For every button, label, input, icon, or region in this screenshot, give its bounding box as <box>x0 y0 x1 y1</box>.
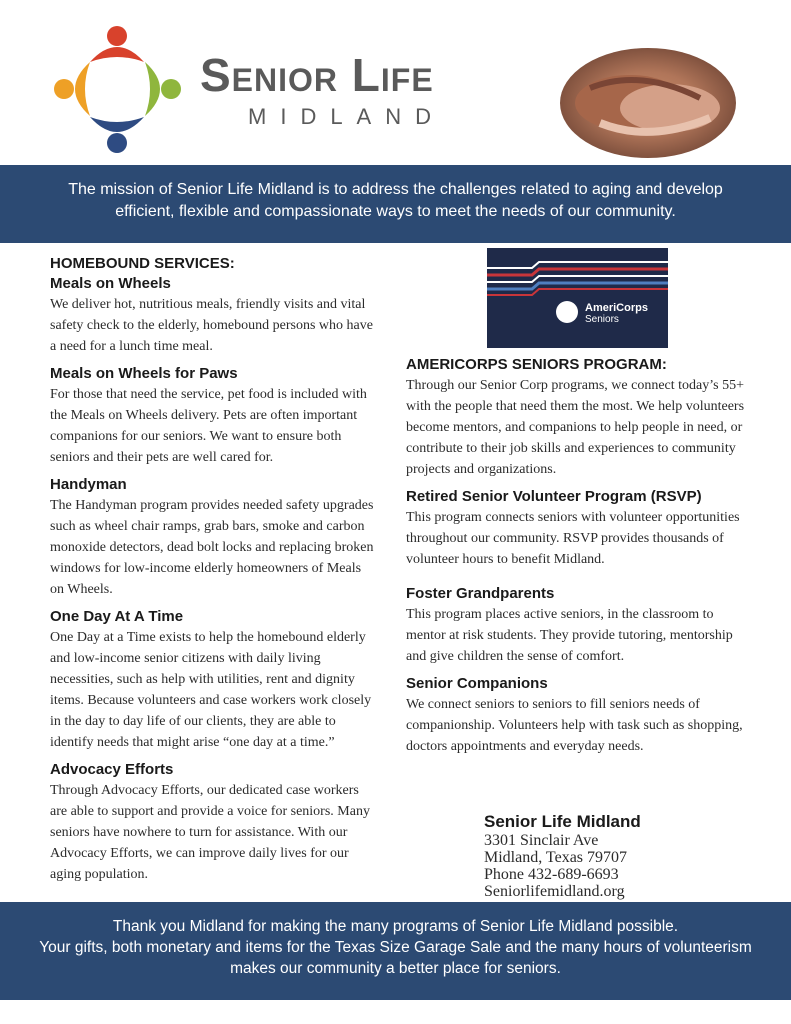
section-title: Meals on Wheels for Paws <box>50 365 238 382</box>
contact-phone: Phone 432-689-6693 <box>484 866 619 883</box>
americorps-logo-text <box>585 303 648 325</box>
section-title: Handyman <box>50 476 127 493</box>
section-foster-grandparents <box>406 584 751 667</box>
section-title: Meals on Wheels <box>50 275 171 292</box>
section-title: Foster Grandparents <box>406 585 555 602</box>
contact-address: 3301 Sinclair Ave <box>484 832 599 849</box>
mission-banner: The mission of Senior Life Midland is to address the challenges related to aging and develop efficient, flexible and compassionate ways to meet the needs of our community. <box>0 165 791 243</box>
contact-website[interactable]: Seniorlifemidland.org <box>484 883 625 900</box>
section-one-day-at-a-time <box>50 607 378 753</box>
section-body: We deliver hot, nutritious meals, friendly visits and vital safety check to the elderly, homebound persons who have a need for a lunch time meal. <box>50 297 373 354</box>
section-body: This program connects seniors with volunteer opportunities throughout our community. RSVP provides thousands of volunteer hours to benefit Midland. <box>406 510 740 567</box>
senior-life-logo-icon <box>50 22 185 157</box>
homebound-services-column <box>50 254 378 892</box>
section-title: Advocacy Efforts <box>50 761 174 778</box>
section-rsvp <box>406 487 751 570</box>
americorps-logo-line2: Seniors <box>585 314 619 325</box>
americorps-column <box>406 355 751 764</box>
section-title: One Day At A Time <box>50 608 184 625</box>
footer-banner <box>0 902 791 1000</box>
section-title: AMERICORPS SENIORS PROGRAM: <box>406 356 667 373</box>
contact-name: Senior Life Midland <box>484 812 641 831</box>
footer-line1: Thank you Midland for making the many programs of Senior Life Midland possible. <box>112 918 679 935</box>
americorps-seniors-logo <box>487 248 668 348</box>
section-title: Senior Companions <box>406 675 548 692</box>
section-meals-for-paws <box>50 364 378 468</box>
section-body: We connect seniors to seniors to fill seniors needs of companionship. Volunteers help with task such as shopping, doctors appointments and everyday needs. <box>406 697 743 754</box>
brand-title: Senior Life <box>200 49 434 101</box>
americorps-logo-line1: AmeriCorps <box>585 302 648 314</box>
contact-city: Midland, Texas 79707 <box>484 849 628 866</box>
section-handyman <box>50 475 378 600</box>
section-body: Through Advocacy Efforts, our dedicated case workers are able to support and provide a voice for seniors. Many seniors have nowhere to turn for assistance. With our Advocacy Efforts, we can improve daily lives for our aging population. <box>50 783 370 882</box>
section-body: The Handyman program provides needed safety upgrades such as wheel chair ramps, grab bars, smoke and carbon monoxide detectors, dead bolt locks and replacing broken windows for low-income elderly homeowners of Meals on Wheels. <box>50 498 374 597</box>
brand-subtitle: MIDLAND <box>248 104 446 129</box>
homebound-heading: HOMEBOUND SERVICES: <box>50 255 235 272</box>
americorps-emblem-icon <box>556 301 578 323</box>
section-americorps-program <box>406 355 751 480</box>
contact-block <box>484 812 641 900</box>
section-body: For those that need the service, pet food is included with the Meals on Wheels delivery. Pets are often important companions for our seniors. We want to ensure both seniors and their pets are well cared for. <box>50 387 367 465</box>
section-body: This program places active seniors, in the classroom to mentor at risk students. They provide tutoring, mentorship and give children the sense of comfort. <box>406 607 733 664</box>
footer-line2: Your gifts, both monetary and items for the Texas Size Garage Sale and the many hours of volunteerism makes our community a better place for seniors. <box>39 939 752 977</box>
section-title: Retired Senior Volunteer Program (RSVP) <box>406 488 702 505</box>
section-advocacy-efforts <box>50 760 378 885</box>
section-body: One Day at a Time exists to help the homebound elderly and low-income senior citizens with daily living necessities, such as help with utilities, rent and dignity items. Because volunteers and case workers work closely in the day to day life of our clients, they are able to identify needs that might arise “one day at a time.” <box>50 630 372 750</box>
section-meals-on-wheels <box>50 274 378 357</box>
section-senior-companions <box>406 674 751 757</box>
section-body: Through our Senior Corp programs, we connect today’s 55+ with the people that need them the most. We help volunteers become mentors, and companions to help people in need, or contribute to their job skills and experiences to community projects and organizations. <box>406 378 745 477</box>
holding-hands-photo <box>560 48 736 158</box>
